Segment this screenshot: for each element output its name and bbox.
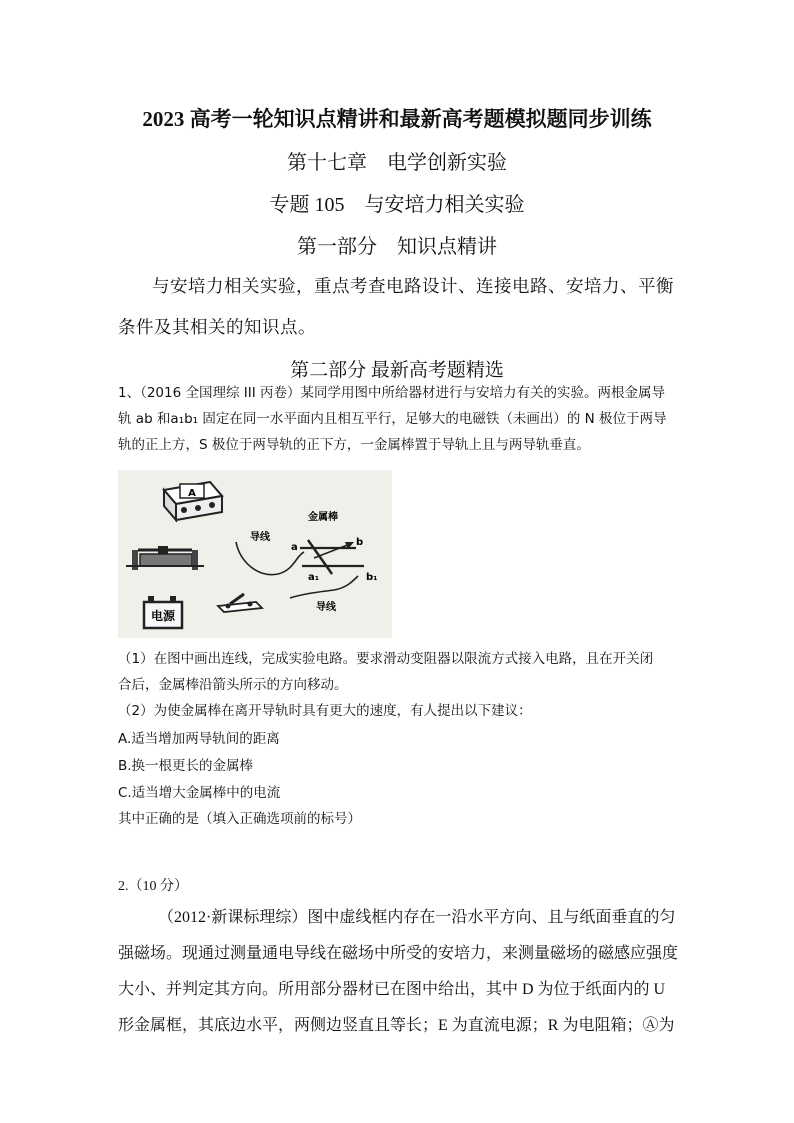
metal-rod: [308, 540, 332, 574]
motion-arrow: [314, 544, 350, 558]
q1-part1-line2: 合后，金属棒沿箭头所示的方向移动。: [118, 677, 348, 693]
rod-label: 金属棒: [308, 512, 338, 523]
chapter-heading: 第十七章 电学创新实验: [287, 152, 507, 174]
experiment-figure: [118, 470, 392, 638]
q1-answer-prompt: 其中正确的是（填入正确选项前的标号）: [118, 811, 361, 827]
question2-heading: 2.（10 分）: [118, 879, 188, 894]
label-b1: b₁: [366, 572, 378, 583]
wire-top-label: 导线: [250, 532, 270, 543]
q1-option-b: B.换一根更长的金属棒: [118, 758, 254, 774]
question1-stem: 1、（2016 全国理综 III 丙卷）某同学用图中所给器材进行与安培力有关的实验。两根金属导轨 ab 和a₁b₁ 固定在同一水平面内且相互平行，足够大的电磁铁（未画出）的 N 极位于两导轨的正上方，S 极位于两导轨的正下方，一金属棒置于导轨上且与两导轨垂直。: [118, 385, 667, 453]
label-a: a: [291, 542, 298, 553]
q1-option-c: C.适当增大金属棒中的电流: [118, 785, 281, 801]
q1-part1-line1: （1）在图中画出连线，完成实验电路。要求滑动变阻器以限流方式接入电路，且在开关闭: [118, 651, 654, 667]
topic-heading: 专题 105 与安培力相关实验: [269, 194, 525, 216]
q1-part2: （2）为使金属棒在离开导轨时具有更大的速度，有人提出以下建议：: [118, 703, 532, 719]
question2-body: （2012·新课标理综）图中虚线框内存在一沿水平方向、且与纸面垂直的匀强磁场。现通过测量通电导线在磁场中所受的安培力，来测量磁场的磁感应强度大小、并判定其方向。所用部分器材已在图中给出，其中 D 为位于纸面内的 U 形金属框，其底边水平，两侧边竖直且等长；E 为直流电源；R 为电阻箱；Ⓐ为: [118, 909, 679, 1034]
wire-bottom: [290, 576, 358, 598]
rheostat-icon: [126, 546, 204, 570]
power-supply-label: 电源: [150, 609, 176, 623]
label-a1: a₁: [308, 572, 320, 583]
q1-option-a: A.适当增加两导轨间的距离: [118, 731, 280, 747]
switch-icon: [218, 594, 262, 612]
part2-heading: 第二部分 最新高考题精选: [290, 360, 504, 381]
document-title: 2023 高考一轮知识点精讲和最新高考题模拟题同步训练: [142, 107, 652, 131]
ammeter-label: A: [188, 488, 196, 499]
experiment-figure-svg: [118, 470, 392, 638]
intro-paragraph: 与安培力相关实验，重点考查电路设计、连接电路、安培力、平衡条件及其相关的知识点。: [118, 276, 674, 337]
part1-heading: 第一部分 知识点精讲: [297, 236, 497, 258]
wire-bottom-label: 导线: [316, 602, 336, 613]
label-b: b: [356, 537, 364, 548]
